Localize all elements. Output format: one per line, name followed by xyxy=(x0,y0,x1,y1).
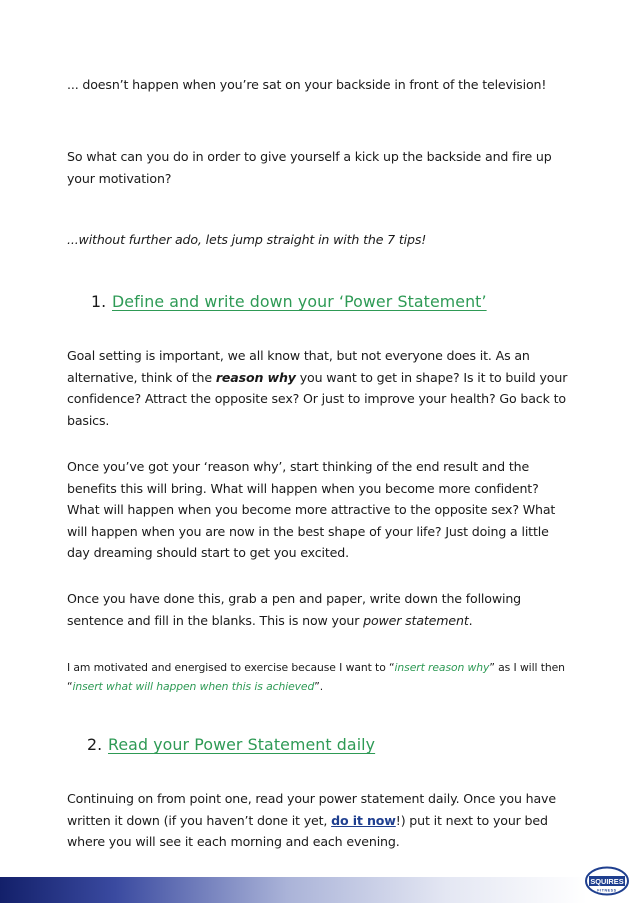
section-2-heading xyxy=(87,735,375,755)
power-statement-template xyxy=(67,658,572,696)
statement-blank-reason: insert reason why xyxy=(394,661,490,674)
section-2-paragraph-1 xyxy=(67,788,572,853)
statement-blank-result: insert what will happen when this is achieved xyxy=(72,680,315,693)
section-2-paragraph-1-after: !) put it next to your bed where you will see it each morning and each evening. xyxy=(67,812,548,850)
section-1-paragraph-2: Once you’ve got your ‘reason why’, start thinking of the end result and the benefits this will bring. What will happen when you become more confident? What will happen when you become more attractive to the opposite sex? What will happen when you are now in the best shape of your life? Just doing a little day dreaming should start to get you excited. xyxy=(67,459,556,561)
section-2-title: Read your Power Statement daily xyxy=(108,735,376,754)
section-1-paragraph-3-after: . xyxy=(468,612,473,628)
section-1-paragraph-3 xyxy=(67,588,572,631)
footer-gradient-bar xyxy=(0,877,638,903)
squires-fitness-logo xyxy=(585,866,629,896)
section-1-title: Define and write down your ‘Power Statement’ xyxy=(112,292,487,311)
section-1-paragraph-1-before: Goal setting is important, we all know that, but not everyone does it. As an alternative, think of the xyxy=(67,348,530,385)
logo-subtext: FITNESS xyxy=(597,888,617,893)
do-it-now-link[interactable]: do it now xyxy=(331,812,396,828)
intro-paragraph-1: ... doesn’t happen when you’re sat on your backside in front of the television! xyxy=(67,77,547,92)
section-1-paragraph-1-after: you want to get in shape? Is it to build your confidence? Attract the opposite sex? Or just to improve your health? Go back to basics. xyxy=(67,369,568,428)
power-statement-emphasis: power statement xyxy=(363,612,469,628)
statement-part-3: ”. xyxy=(314,680,324,693)
section-1-number: 1. xyxy=(91,292,107,311)
section-1-heading xyxy=(91,292,487,312)
section-2-paragraph-1-before: Continuing on from point one, read your power statement daily. Once you have written it down (if you haven’t done it yet, xyxy=(67,791,556,828)
section-1-paragraph-3-before: Once you have done this, grab a pen and paper, write down the following sentence and fill in the blanks. This is now your xyxy=(67,591,521,628)
section-1-paragraph-1 xyxy=(67,345,572,431)
reason-why-emphasis: reason why xyxy=(215,369,296,385)
statement-part-1: I am motivated and energised to exercise because I want to “ xyxy=(67,661,395,674)
statement-part-2: ” as I will then “ xyxy=(67,661,565,693)
intro-paragraph-3-text: ...without further ado, lets jump straight in with the 7 tips! xyxy=(67,232,427,247)
section-2-number: 2. xyxy=(87,735,103,754)
intro-paragraph-2: So what can you do in order to give yourself a kick up the backside and fire up your motivation? xyxy=(67,149,552,186)
logo-text: SQUIRES xyxy=(590,877,624,887)
intro-paragraph-3 xyxy=(67,229,572,251)
